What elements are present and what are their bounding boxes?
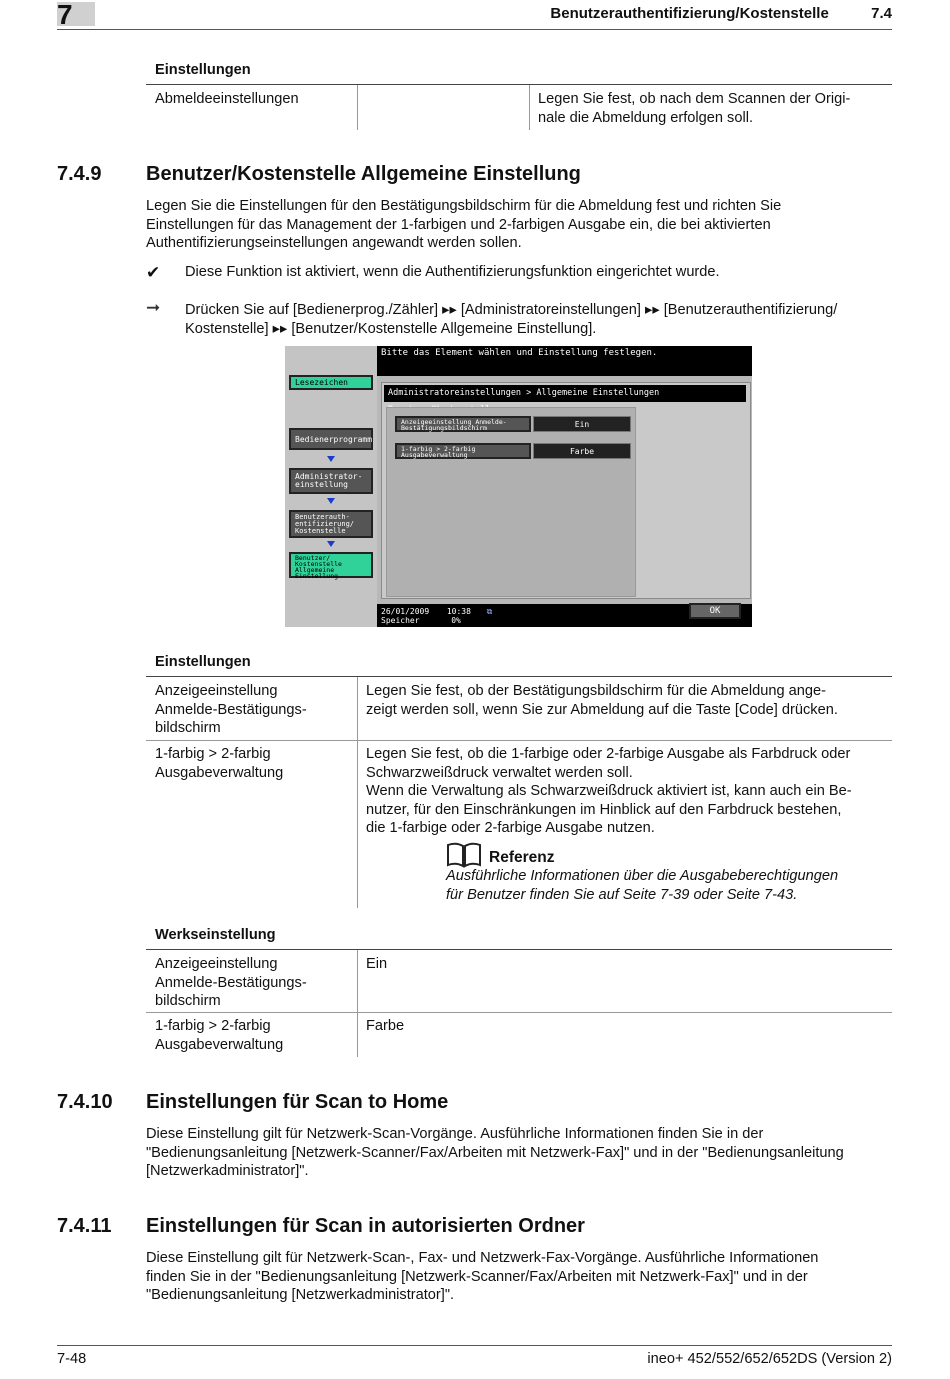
factory-row-name: 1-farbig > 2-farbig Ausgabeverwaltung <box>155 1018 284 1053</box>
table-top-rule <box>146 84 892 85</box>
control-panel-screenshot <box>285 346 752 627</box>
table-settings-label: Einstellungen <box>155 654 251 670</box>
running-header <box>550 5 892 22</box>
settings-row-name: Anzeigeeinstellung Anmelde-Bestätigungs- bildschirm <box>155 683 307 736</box>
table-divider <box>357 677 358 908</box>
table-row-rule <box>146 740 892 741</box>
table-top-row-desc: Legen Sie fest, ob nach dem Scannen der Origi- nale die Abmeldung erfolgen soll. <box>538 91 851 126</box>
header-rule <box>57 29 892 30</box>
section-paragraph: Legen Sie die Einstellungen für den Bestätigungsbildschirm für die Abmeldung fest und richten Sie Einstellungen für das Management der 1-farbigen und 2-farbigen Ausgabe ein, die bei aktivierten Authentifizierungseinstellungen angewandt werden sollen. <box>146 198 782 251</box>
table-row-rule <box>146 1012 892 1013</box>
table-factory-label: Werkseinstellung <box>155 927 276 943</box>
setting-display-confirmation[interactable]: Anzeigeeinstellung Anmelde- Bestätigungsbildschirm <box>395 416 531 432</box>
settings-row-desc: Legen Sie fest, ob die 1-farbige oder 2-farbige Ausgabe als Farbdruck oder Schwarzweißdruck verwaltet werden soll. Wenn die Verwaltung als Schwarzweißdruck aktiviert ist, kann auch ein Be- nutzer, für den Einschränkungen im Hinblick auf den Farbdruck bestehen, die 1-farbige oder 2-farbige Ausgabe nutzen. <box>366 746 852 836</box>
section-paragraph: Diese Einstellung gilt für Netzwerk-Scan-, Fax- und Netzwerk-Fax-Vorgänge. Ausführliche Informationen finden Sie in der "Bedienungsanleitung [Netzwerk-Scanner/Fax/Arbeiten mit Netzwerk-Fax]" und in der "Bedienungsanleitung [Netzwerkadministrator]". <box>146 1250 819 1303</box>
screen-date: 26/01/2009 <box>381 607 430 616</box>
chapter-number: 7 <box>57 0 73 30</box>
section-title: Benutzer/Kostenstelle Allgemeine Einstellung <box>146 163 581 185</box>
table-top-label: Einstellungen <box>155 62 251 78</box>
factory-row-value: Ein <box>366 956 388 972</box>
factory-row-name: Anzeigeeinstellung Anmelde-Bestätigungs- bildschirm <box>155 956 307 1009</box>
product-name: ineo+ 452/552/652/652DS (Version 2) <box>647 1351 892 1367</box>
screen-panel <box>381 382 751 599</box>
nav-operator-program[interactable]: Bedienerprogramm <box>289 428 373 450</box>
setting-output-management[interactable]: 1-farbig > 2-farbig Ausgabeverwaltung <box>395 443 531 459</box>
page-number: 7-48 <box>57 1351 87 1367</box>
section-number: 7.4.11 <box>57 1215 112 1237</box>
table-divider <box>529 85 530 130</box>
ok-button[interactable]: OK <box>689 603 741 619</box>
settings-row-desc: Legen Sie fest, ob der Bestätigungsbildschirm für die Abmeldung ange- zeigt werden soll, wenn Sie zur Abmeldung auf die Taste [Code] drücken. <box>366 683 838 718</box>
setting-value-display: Ein <box>533 416 631 432</box>
factory-row-value: Farbe <box>366 1018 405 1034</box>
menu-path: Drücken Sie auf [Bedienerprog./Zähler] ▸▸ [Administratoreinstellungen] ▸▸ [Benutzerauthentifizierung/ Kostenstelle] ▸▸ [Benutzer/Kostenstelle Allgemeine Einstellung]. <box>185 302 838 337</box>
screen-sidebar <box>285 346 377 627</box>
nav-user-auth[interactable]: Benutzerauth- entifizierung/ Kostenstelle <box>289 510 373 538</box>
running-title: Benutzerauthentifizierung/Kostenstelle <box>550 5 829 22</box>
check-note: Diese Funktion ist aktiviert, wenn die Authentifizierungsfunktion eingerichtet wurde. <box>185 264 720 280</box>
screen-memory-label: Speicher <box>381 616 420 625</box>
running-section: 7.4 <box>871 5 892 22</box>
nav-admin-settings[interactable]: Administrator- einstellung <box>289 468 373 494</box>
section-paragraph: Diese Einstellung gilt für Netzwerk-Scan-Vorgänge. Ausführliche Informationen finden Sie in der "Bedienungsanleitung [Netzwerk-Scanner/Fax/Arbeiten mit Netzwerk-Fax]" und in der "Bedienungsanleitung [Netzwerkadministrator]". <box>146 1126 844 1179</box>
screen-time: 10:38 <box>446 607 471 616</box>
section-number: 7.4.10 <box>57 1091 113 1113</box>
section-title: Einstellungen für Scan in autorisierten Ordner <box>146 1215 585 1237</box>
table-factory-rule <box>146 949 892 950</box>
screen-settings-area <box>386 407 636 597</box>
screen-memory-value: 0% <box>451 616 461 625</box>
setting-value-output: Farbe <box>533 443 631 459</box>
screen-message-bar: Bitte das Element wählen und Einstellung festlegen. <box>377 346 752 376</box>
section-title: Einstellungen für Scan to Home <box>146 1091 449 1113</box>
settings-row-name: 1-farbig > 2-farbig Ausgabeverwaltung <box>155 746 284 781</box>
arrow-right-icon: ➞ <box>146 298 161 317</box>
book-icon <box>446 842 482 868</box>
reference-text: Ausführliche Informationen über die Ausgabeberechtigungen für Benutzer finden Sie auf Seite 7-39 oder Seite 7-43. <box>446 868 839 903</box>
table-settings-rule <box>146 676 892 677</box>
nav-user-general[interactable]: Benutzer/ Kostenstelle Allgemeine Einstellung <box>289 552 373 578</box>
arrow-down-icon <box>327 541 335 547</box>
table-divider <box>357 85 358 130</box>
checkmark-icon: ✔ <box>146 263 161 282</box>
arrow-down-icon <box>327 498 335 504</box>
table-divider <box>357 950 358 1057</box>
network-icon: ⧉ <box>486 607 493 616</box>
bookmark-button[interactable]: Lesezeichen <box>289 375 373 390</box>
screen-panel-title: Administratoreinstellungen > Allgemeine Einstellungen <box>384 385 746 402</box>
arrow-down-icon <box>327 456 335 462</box>
table-top-row-name: Abmeldeeinstellungen <box>155 91 299 107</box>
section-number: 7.4.9 <box>57 163 102 185</box>
reference-title: Referenz <box>489 849 555 866</box>
footer-rule <box>57 1345 892 1346</box>
